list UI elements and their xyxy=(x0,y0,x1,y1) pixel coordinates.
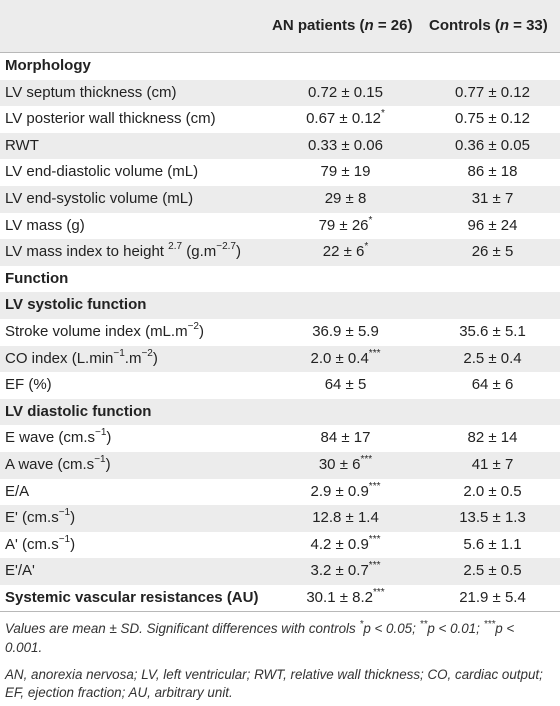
an-value: 79 ± 19 xyxy=(320,163,371,181)
table-row xyxy=(0,399,560,426)
row-label: E/A xyxy=(5,482,30,500)
control-value: 64 ± 6 xyxy=(471,376,514,394)
row-label: Morphology xyxy=(5,57,91,74)
row-label: LV septum thickness (cm) xyxy=(5,83,177,101)
control-value: 0.36 ± 0.05 xyxy=(455,136,530,154)
control-value: 26 ± 5 xyxy=(471,243,514,261)
table-row xyxy=(0,186,560,213)
header-an-patients: AN patients (n = 26) xyxy=(272,17,413,34)
footnote-values-note: Values are mean ± SD. Significant differences with controls *p < 0.05; **p < 0.01; ***p < 0.001. xyxy=(5,619,515,656)
footnotes xyxy=(0,620,560,702)
an-value: 29 ± 8 xyxy=(324,189,367,207)
row-label: LV diastolic function xyxy=(5,402,152,420)
table-row xyxy=(0,425,560,452)
row-label: LV mass index to height $^{2.7}$ $(g.m^{-2.7})$ xyxy=(5,241,241,261)
table-row xyxy=(0,585,560,612)
row-label: LV mass (g) xyxy=(5,216,85,234)
footnote-abbreviations: AN, anorexia nervosa; LV, left ventricular; RWT, relative wall thickness; CO, cardiac output; EF, ejection fraction; AU, arbitrary unit. xyxy=(5,666,543,701)
row-label: Stroke volume index $(mL.m^{-2})$ xyxy=(5,320,204,340)
row-label: E wave $(cm.s^{-1})$ xyxy=(5,427,112,447)
table-header-row xyxy=(0,0,560,52)
control-value: 2.5 ± 0.5 xyxy=(463,562,522,580)
control-value: 2.0 ± 0.5 xyxy=(463,482,522,500)
table-row xyxy=(0,213,560,240)
control-value: 86 ± 18 xyxy=(467,163,518,181)
table-row xyxy=(0,558,560,585)
row-label: A wave $(cm.s^{-1})$ xyxy=(5,453,111,473)
row-label: LV end-diastolic volume (mL) xyxy=(5,163,199,181)
row-label: RWT xyxy=(5,136,39,154)
an-value: 36.9 ± 5.9 xyxy=(312,322,379,340)
an-value: 0.67 ± 0.12* xyxy=(306,108,385,128)
row-label: LV systolic function xyxy=(5,296,147,314)
an-value: 84 ± 17 xyxy=(320,429,371,447)
control-value: 35.6 ± 5.1 xyxy=(459,322,526,340)
control-value: 13.5 ± 1.3 xyxy=(459,509,526,527)
control-value: 0.77 ± 0.12 xyxy=(455,83,530,101)
table-row xyxy=(0,372,560,399)
control-value: 96 ± 24 xyxy=(467,216,518,234)
row-label: E' $(cm.s^{-1})$ xyxy=(5,507,76,527)
table-body xyxy=(0,53,560,611)
table-row xyxy=(0,292,560,319)
table-row xyxy=(0,53,560,80)
header-controls: Controls (n = 33) xyxy=(429,17,548,34)
table-row xyxy=(0,479,560,506)
table-row xyxy=(0,505,560,532)
row-label: LV end-systolic volume (mL) xyxy=(5,189,194,207)
table-row xyxy=(0,319,560,346)
control-value: 2.5 ± 0.4 xyxy=(463,349,522,367)
an-value: 4.2 ± 0.9*** xyxy=(310,533,381,553)
bottom-rule xyxy=(0,611,560,612)
row-label: EF (%) xyxy=(5,376,52,394)
an-value: 0.72 ± 0.15 xyxy=(308,83,383,101)
control-value: 31 ± 7 xyxy=(471,189,514,207)
table-row xyxy=(0,346,560,373)
an-value: 2.0 ± 0.4*** xyxy=(310,347,381,367)
control-value: 5.6 ± 1.1 xyxy=(463,535,522,553)
table-row xyxy=(0,80,560,107)
table-row xyxy=(0,133,560,160)
table-row xyxy=(0,106,560,133)
table-row xyxy=(0,452,560,479)
an-value: 2.9 ± 0.9*** xyxy=(310,480,381,500)
control-value: 41 ± 7 xyxy=(471,455,514,473)
row-label: Systemic vascular resistances (AU) xyxy=(5,588,259,606)
control-value: 21.9 ± 5.4 xyxy=(459,588,526,606)
an-value: 3.2 ± 0.7*** xyxy=(310,560,381,580)
row-label: Function xyxy=(5,269,69,287)
table-row xyxy=(0,159,560,186)
an-value: 64 ± 5 xyxy=(324,376,367,394)
row-label: CO index $(L.\min^{-1}.m^{-2})$ xyxy=(5,347,158,367)
an-value: 22 ± 6* xyxy=(322,241,369,261)
row-label: A' $(cm.s^{-1})$ xyxy=(5,533,76,553)
table-row xyxy=(0,532,560,559)
table-row xyxy=(0,266,560,293)
row-label: LV posterior wall thickness (cm) xyxy=(5,110,216,128)
an-value: 12.8 ± 1.4 xyxy=(312,509,379,527)
an-value: 30 ± 6*** xyxy=(318,453,373,473)
table-row xyxy=(0,239,560,266)
control-value: 82 ± 14 xyxy=(467,429,518,447)
an-value: 79 ± 26* xyxy=(318,214,373,234)
an-value: 0.33 ± 0.06 xyxy=(308,136,383,154)
an-value: 30.1 ± 8.2*** xyxy=(306,586,385,606)
control-value: 0.75 ± 0.12 xyxy=(455,110,530,128)
row-label: E'/A' xyxy=(5,562,35,580)
